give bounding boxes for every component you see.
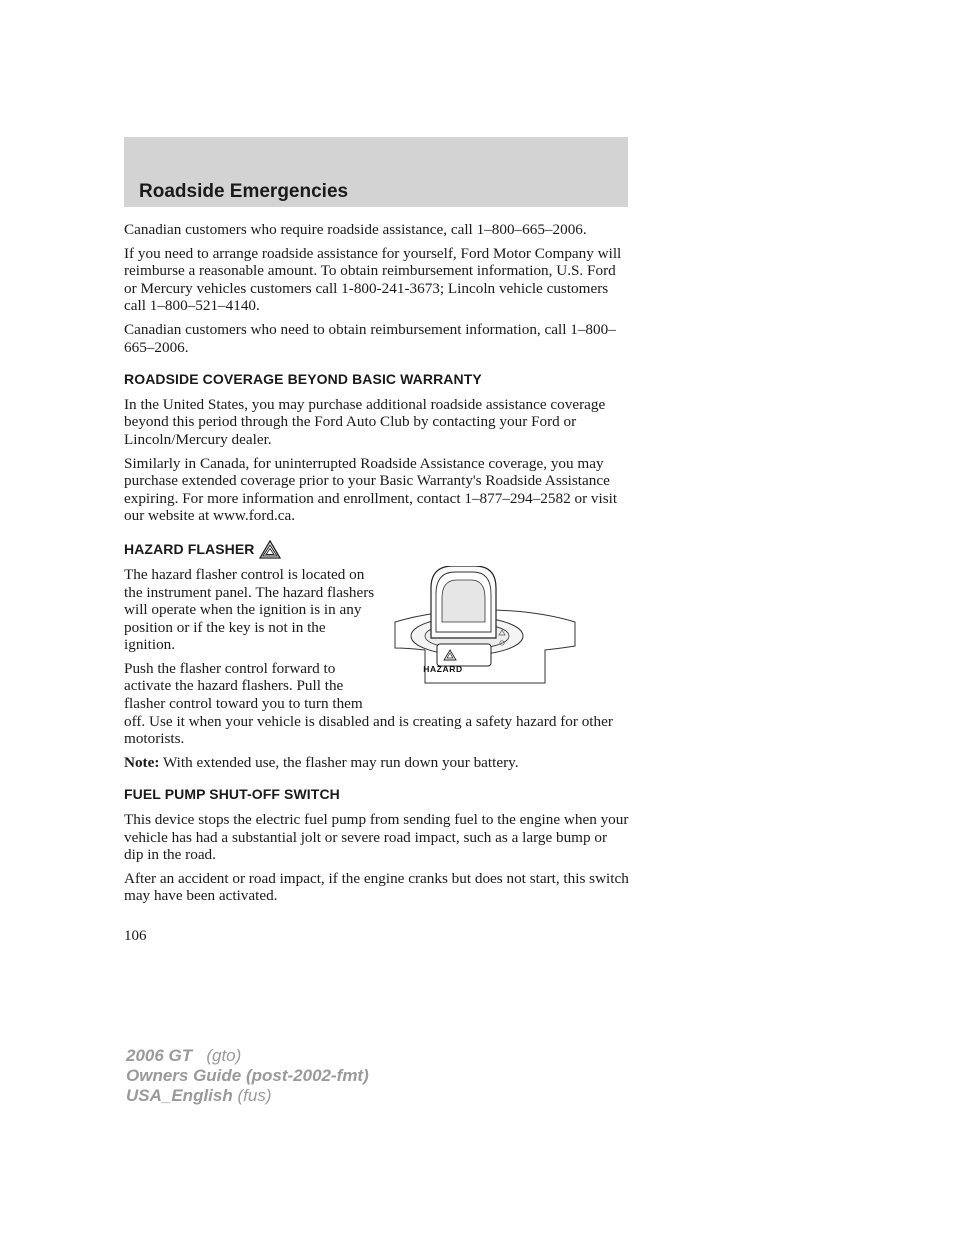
hazard-control-illustration: [385, 566, 630, 701]
footer-line-1: [126, 1046, 369, 1066]
hazard-heading: [124, 540, 630, 559]
coverage-paragraph-1: In the United States, you may purchase additional roadside assistance coverage beyond this period through the Ford Auto Club by contacting your Ford or Lincoln/Mercury dealer.: [124, 395, 606, 448]
coverage-heading: ROADSIDE COVERAGE BEYOND BASIC WARRANTY: [124, 371, 482, 388]
intro-paragraph-2: If you need to arrange roadside assistance for yourself, Ford Motor Company will reimburse a reasonable amount. To obtain reimbursement information, U.S. Ford or Mercury vehicles customers call 1-800-241-3673; Lincoln vehicle customers call 1–800–521–4140.: [124, 244, 622, 315]
hazard-paragraph-1: The hazard flasher control is located on the instrument panel. The hazard flashers will operate when the ignition is in any position or if the key is not in the ignition.: [124, 565, 375, 654]
fuel-pump-paragraph-2: After an accident or road impact, if the engine cranks but does not start, this switch may have been activated.: [124, 869, 629, 905]
coverage-paragraph-2: Similarly in Canada, for uninterrupted Roadside Assistance coverage, you may purchase extended coverage prior to your Basic Warranty's Roadside Assistance expiring. For more information and enrollment, contact 1–877–294–2582 or visit our website at www.ford.ca.: [124, 454, 618, 525]
hazard-heading-text: HAZARD FLASHER: [124, 540, 255, 557]
footer-model-code: (gto): [206, 1046, 242, 1065]
footer-language-code: (fus): [237, 1086, 272, 1105]
document-footer: [126, 1046, 369, 1106]
hazard-note: [124, 754, 630, 772]
page-content: [124, 221, 630, 911]
intro-paragraph-3: Canadian customers who need to obtain reimbursement information, call 1–800–665–2006.: [124, 320, 616, 356]
hazard-figure-label: HAZARD: [423, 663, 463, 674]
footer-line-3: [126, 1086, 369, 1106]
note-text: With extended use, the flasher may run down your battery.: [159, 753, 519, 771]
section-title: Roadside Emergencies: [139, 181, 349, 202]
intro-paragraph-1: Canadian customers who require roadside assistance, call 1–800–665–2006.: [124, 221, 587, 238]
note-label: Note:: [124, 753, 160, 771]
footer-guide: Owners Guide (post-2002-fmt): [126, 1066, 369, 1085]
fuel-pump-paragraph-1: This device stops the electric fuel pump from sending fuel to the engine when your vehicle has had a substantial jolt or severe road impact, such as a large bump or dip in the road.: [124, 811, 629, 864]
hazard-triangle-icon: [259, 540, 281, 559]
footer-model: 2006 GT: [126, 1046, 193, 1065]
fuel-pump-heading: FUEL PUMP SHUT-OFF SWITCH: [124, 786, 340, 803]
hazard-paragraph-2-text: Push the flasher control forward to activate the hazard flashers. Pull the flasher control toward you to turn them off. Use it when your vehicle is disabled and is creating a safety hazard for other motorists.: [124, 659, 613, 748]
footer-language: USA_English: [126, 1086, 233, 1105]
page-number: 106: [124, 928, 147, 944]
